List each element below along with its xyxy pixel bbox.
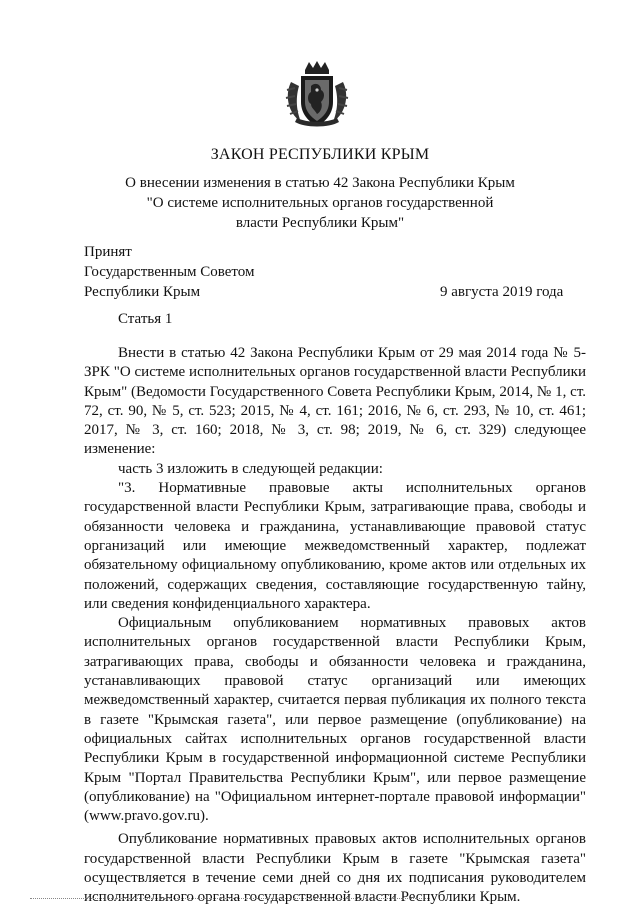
adopted-block — [84, 242, 284, 302]
footer-divider — [30, 898, 430, 899]
adopted-line: Государственным Советом — [84, 264, 255, 280]
adopted-line: Принят — [84, 244, 132, 260]
body-paragraph: Внести в статью 42 Закона Республики Крым от 29 мая 2014 года № 5-ЗРК "О системе исполнительных органов государственной власти Республики Крым" (Ведомости Государственного Совета Республики Крым, 2014, № 1, ст. 72, ст. 90, № 5, ст. 523; 2015, № 4, ст. 161; 2016, № 6, ст. 293, № 10, ст. 461; 2017, № 3, ст. 160; 2018, № 3, ст. 98; 2019, № 6, ст. 329) следующее изменение: — [84, 345, 586, 458]
document-subtitle — [120, 173, 520, 233]
body-paragraph: Опубликование нормативных правовых актов исполнительных органов государственной власти Республики Крым в газете "Крымская газета" осуществляется в течение семи дней со дня их подписания руководителем исполнительного органа государственной власти Республики Крым. — [84, 831, 586, 905]
article-heading: Статья 1 — [118, 311, 173, 327]
subtitle-line: О внесении изменения в статью 42 Закона Республики Крым — [125, 175, 515, 191]
body-paragraph: Официальным опубликованием нормативных правовых актов исполнительных органов государственной власти Республики Крым, затрагивающих права, свободы и обязанности человека и гражданина, устанавливающих правовой статус организаций или имеющих межведомственный характер, считается первая публикация их полного текста в газете "Крымская газета", или первое размещение (опубликование) на официальных сайтах исполнительных органов государственной власти Республики Крым в государственной информационной системе Республики Крым "Портал Правительства Республики Крым", или первое размещение (опубликование) на "Официальном интернет-портале правовой информации" (www.pravo.gov.ru). — [84, 615, 586, 825]
document-title: ЗАКОН РЕСПУБЛИКИ КРЫМ — [210, 146, 430, 163]
body-paragraph: часть 3 изложить в следующей редакции: — [118, 460, 383, 477]
article-body — [84, 344, 586, 905]
subtitle-line: "О системе исполнительных органов государственной — [146, 195, 494, 211]
subtitle-line: власти Республики Крым" — [235, 215, 405, 231]
adopted-line: Республики Крым — [84, 284, 201, 300]
coat-of-arms-icon — [283, 60, 351, 130]
adoption-date: 9 августа 2019 года — [440, 284, 564, 300]
body-paragraph: "3. Нормативные правовые акты исполнительных органов государственной власти Республики Крым, затрагивающие права, свободы и обязанности человека и гражданина, устанавливающие правовой статус организаций или имеющие межведомственный характер, подлежат обязательному официальному опубликованию, кроме актов или отдельных их положений, содержащих сведения, составляющие государственную тайну, или сведения конфиденциального характера. — [84, 480, 586, 612]
